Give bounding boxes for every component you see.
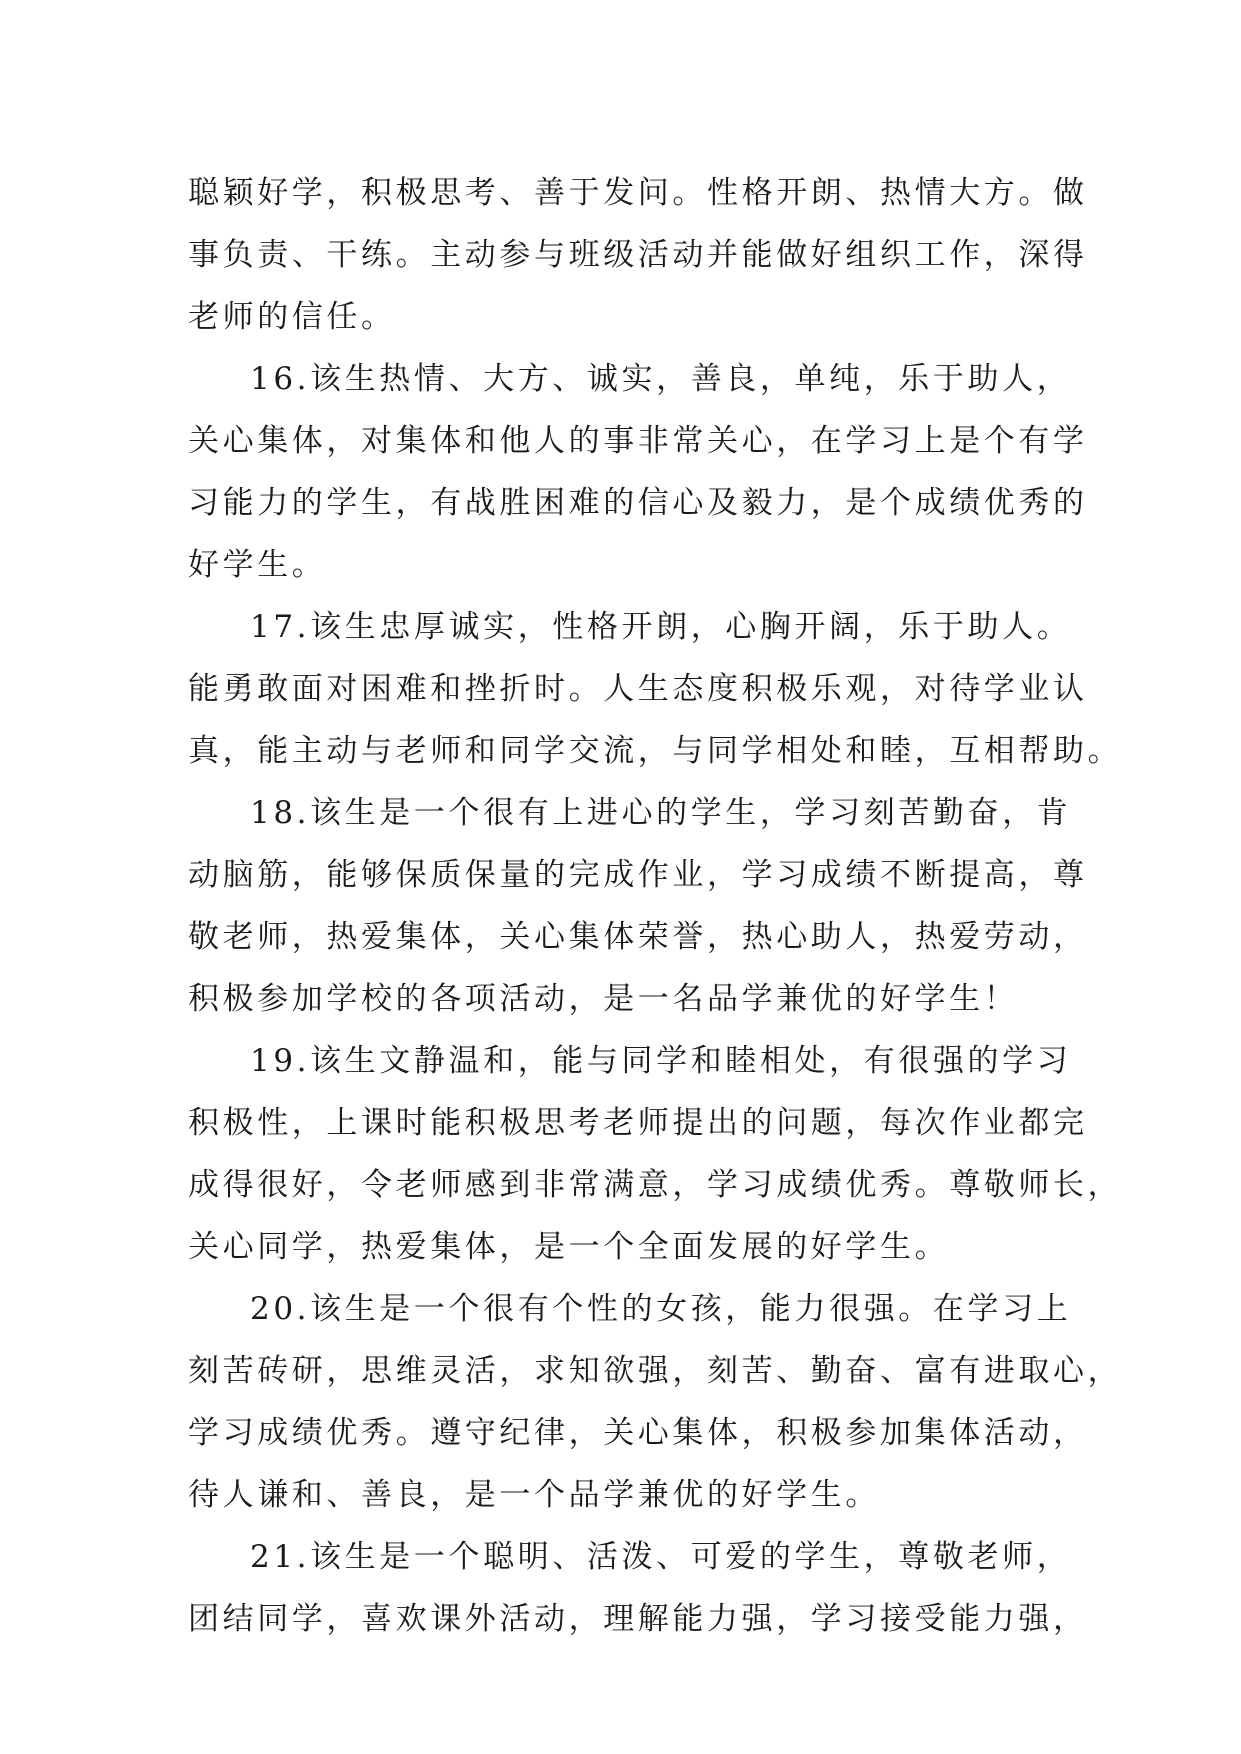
text-line: 能勇敢面对困难和挫折时。人生态度积极乐观，对待学业认 [188, 671, 1088, 707]
text-line: 积极性，上课时能积极思考老师提出的问题，每次作业都完 [188, 1105, 1088, 1141]
text-line: 真，能主动与老师和同学交流，与同学相处和睦，互相帮助。 [188, 733, 1123, 769]
text-line: 关心同学，热爱集体，是一个全面发展的好学生。 [188, 1229, 950, 1265]
paragraph-first-line: 19.该生文静温和，能与同学和睦相处，有很强的学习 [250, 1043, 1072, 1079]
text-line: 学习成绩优秀。遵守纪律，关心集体，积极参加集体活动， [188, 1415, 1088, 1451]
paragraph-first-line: 16.该生热情、大方、诚实，善良，单纯，乐于助人， [250, 361, 1072, 397]
text-line: 敬老师，热爱集体，关心集体荣誉，热心助人，热爱劳动， [188, 919, 1088, 955]
paragraph-first-line: 20.该生是一个很有个性的女孩，能力很强。在学习上 [250, 1291, 1072, 1327]
text-line: 团结同学，喜欢课外活动，理解能力强，学习接受能力强， [188, 1601, 1088, 1637]
text-line: 动脑筋，能够保质保量的完成作业，学习成绩不断提高，尊 [188, 857, 1088, 893]
paragraph-first-line: 21.该生是一个聪明、活泼、可爱的学生，尊敬老师， [250, 1539, 1072, 1575]
text-line: 事负责、干练。主动参与班级活动并能做好组织工作，深得 [188, 237, 1088, 273]
text-line: 刻苦砖研，思维灵活，求知欲强，刻苦、勤奋、富有进取心， [188, 1353, 1123, 1389]
text-line: 老师的信任。 [188, 299, 396, 335]
text-line: 好学生。 [188, 547, 327, 583]
paragraph-first-line: 18.该生是一个很有上进心的学生，学习刻苦勤奋，肯 [250, 795, 1072, 831]
text-line: 聪颖好学，积极思考、善于发问。性格开朗、热情大方。做 [188, 175, 1088, 211]
document-body [188, 162, 1123, 1650]
text-line: 成得很好，令老师感到非常满意，学习成绩优秀。尊敬师长， [188, 1167, 1123, 1203]
text-line: 习能力的学生，有战胜困难的信心及毅力，是个成绩优秀的 [188, 485, 1088, 521]
paragraph-first-line: 17.该生忠厚诚实，性格开朗，心胸开阔，乐于助人。 [250, 609, 1072, 645]
text-line: 关心集体，对集体和他人的事非常关心，在学习上是个有学 [188, 423, 1088, 459]
text-line: 待人谦和、善良，是一个品学兼优的好学生。 [188, 1477, 880, 1513]
text-line: 积极参加学校的各项活动，是一名品学兼优的好学生！ [188, 981, 1019, 1017]
